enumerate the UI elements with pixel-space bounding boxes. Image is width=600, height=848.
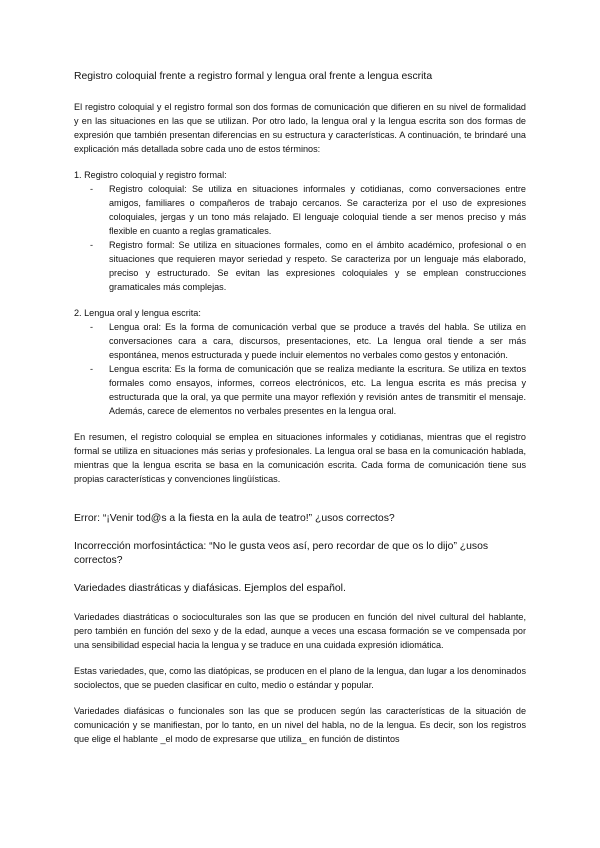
bullet-dash: - — [90, 240, 94, 250]
section2-heading: 2. Lengua oral y lengua escrita: — [74, 308, 201, 318]
list-item-text: Registro coloquial: Se utiliza en situaciones informales y cotidianas, como conversaciones entre amigos, familiares o compañeros de trabajo cercanos. Se caracteriza por el uso de expresiones coloquiales, jergas y un tono más relajado. El lenguaje coloquial tiende a ser menos preciso y más flexible en cuanto a reglas gramaticales. — [109, 184, 526, 236]
diaphasic-paragraph: Variedades diafásicas o funcionales son las que se producen según las características de la situación de comunicación y se manifiestan, por lo tanto, en un nivel del habla, no de la lengua. Es decir, son los registros que elige el hablante _el modo de expresarse que utiliza_ en función de distintos — [74, 706, 526, 744]
section1-heading: 1. Registro coloquial y registro formal: — [74, 170, 227, 180]
spacer — [74, 498, 526, 512]
list-item — [74, 320, 526, 362]
bullet-dash: - — [90, 322, 94, 332]
error-line: Error: “¡Venir tod@s a la fiesta en la aula de teatro!” ¿usos correctos? — [74, 513, 395, 524]
list-item — [74, 238, 526, 294]
list-item-text: Lengua escrita: Es la forma de comunicación que se realiza mediante la escritura. Se utiliza en textos formales como ensayos, informes, correos electrónicos, etc. La lengua escrita es más precisa y estructurada que la oral, ya que permite una mayor reflexión y revisión antes de transmitir el mensaje. Además, carece de elementos no verbales presentes en la lengua oral. — [109, 364, 526, 416]
section1-list — [74, 182, 526, 294]
diastratic-paragraph: Variedades diastráticas o socioculturales son las que se producen en función del nivel cultural del hablante, pero también en función del sexo y de la edad, aunque a veces una escasa formación se ve compensada por una sensibilidad especial hacia la lengua y se traduce en una cuidada expresión idiomática. — [74, 612, 526, 650]
sociolects-paragraph: Estas variedades, que, como las diatópicas, se producen en el plano de la lengua, dan lugar a los denominados sociolectos, que se pueden clasificar en culto, medio o estándar y popular. — [74, 666, 526, 690]
list-item-text: Registro formal: Se utiliza en situaciones formales, como en el ámbito académico, profesional o en situaciones que requieren mayor seriedad y respeto. Se caracteriza por un lenguaje más elaborado, preciso y estructurado. Se evitan las expresiones coloquiales y se emplean construcciones gramaticales más complejas. — [109, 240, 526, 292]
section2-list — [74, 320, 526, 418]
bullet-dash: - — [90, 184, 94, 194]
intro-paragraph: El registro coloquial y el registro formal son dos formas de comunicación que difieren en su nivel de formalidad y en las situaciones en las que se utilizan. Por otro lado, la lengua oral y la lengua escrita son dos formas de expresión que también presentan diferencias en su estructura y características. A continuación, te brindaré una explicación más detallada sobre cada uno de estos términos: — [74, 102, 526, 154]
varieties-heading: Variedades diastráticas y diafásicas. Ejemplos del español. — [74, 583, 346, 594]
summary-paragraph: En resumen, el registro coloquial se emplea en situaciones informales y cotidianas, mientras que el registro formal se utiliza en situaciones más serias y profesionales. La lengua oral se basa en la comunicación hablada, mientras que la lengua escrita se basa en la comunicación escrita. Cada forma de comunicación tiene sus propias características y convenciones lingüísticas. — [74, 432, 526, 484]
list-item — [74, 362, 526, 418]
document-title: Registro coloquial frente a registro formal y lengua oral frente a lengua escrita — [74, 71, 433, 82]
list-item — [74, 182, 526, 238]
list-item-text: Lengua oral: Es la forma de comunicación verbal que se produce a través del habla. Se utiliza en conversaciones cara a cara, discursos, presentaciones, etc. La lengua oral tiende a ser más espontánea, menos estructurada y puede incluir elementos no verbales como gestos y entonación. — [109, 322, 526, 360]
incorrection-line: Incorrección morfosintáctica: “No le gusta veos así, pero recordar de que os lo dijo” ¿usos correctos? — [74, 541, 489, 566]
bullet-dash: - — [90, 364, 94, 374]
